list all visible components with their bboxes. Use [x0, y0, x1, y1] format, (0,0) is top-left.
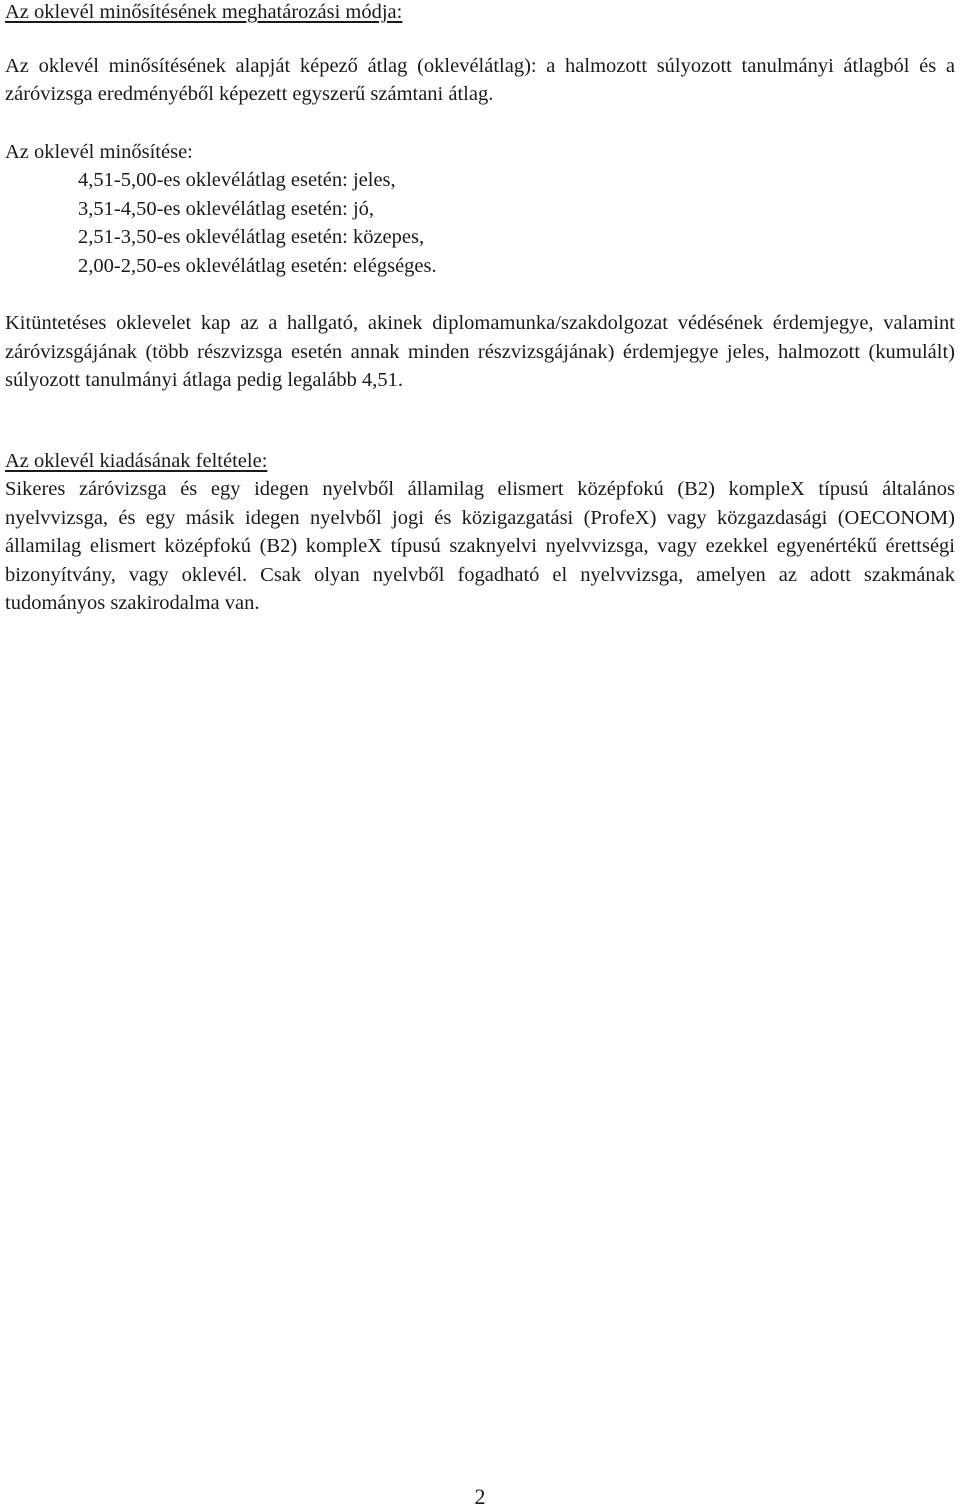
- grade-item-good: 3,51-4,50-es oklevélátlag esetén: jó,: [78, 197, 375, 220]
- section-heading-qualification: Az oklevél minősítésének meghatározási módja:: [5, 1, 403, 23]
- grade-item-pass: 2,00-2,50-es oklevélátlag esetén: elégséges.: [78, 254, 437, 277]
- paragraph-issuance-conditions: Sikeres záróvizsga és egy idegen nyelvből államilag elismert középfokú (B2) kompleX típusú általános nyelvvizsga, és egy másik idegen nyelvből jogi és közigazgatási (ProfeX) vagy közgazdasági (OECONOM) államilag elismert középfokú (B2) kompleX típusú szaknyelvi nyelvvizsga, vagy ezekkel egyenértékű érettségi bizonyítvány, vagy oklevél. Csak olyan nyelvből fogadható el nyelvvizsga, amelyen az adott szakmának tudományos szakirodalma van.: [5, 478, 955, 614]
- grade-item-excellent: 4,51-5,00-es oklevélátlag esetén: jeles,: [78, 169, 396, 191]
- page-number: 2: [474, 1484, 486, 1509]
- document-page: [5, 0, 955, 618]
- section-heading-issuance: Az oklevél kiadásának feltétele:: [5, 449, 268, 472]
- grade-list: [5, 166, 955, 280]
- grading-label: Az oklevél minősítése:: [5, 140, 193, 163]
- grade-item-average: 2,51-3,50-es oklevélátlag esetén: közepes,: [78, 226, 425, 248]
- paragraph-honors: Kitüntetéses oklevelet kap az a hallgató, akinek diplomamunka/szakdolgozat védésének érdemjegye, valamint záróvizsgájának (több részvizsga esetén annak minden részvizsgájának) érdemjegye jeles, halmozott (kumulált) súlyozott tanulmányi átlaga pedig legalább 4,51.: [5, 312, 955, 391]
- paragraph-diploma-average: Az oklevél minősítésének alapját képező átlag (oklevélátlag): a halmozott súlyozott tanulmányi átlagból és a záróvizsga eredményéből képezett egyszerű számtani átlag.: [5, 54, 955, 105]
